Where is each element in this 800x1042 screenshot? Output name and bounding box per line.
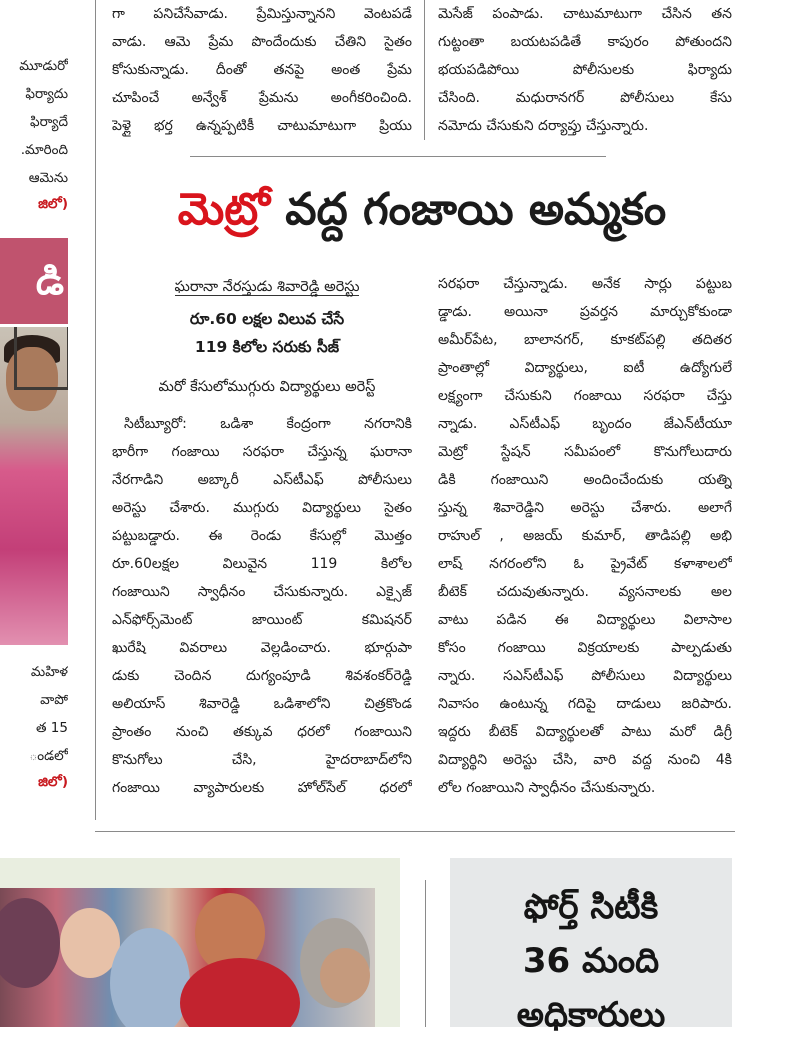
top-story-column-2 [438,0,732,140]
text-line: లాష్ నగరంలోని ఓ ప్రైవేట్ కళాశాలలో [438,556,732,572]
subhead-value: రూ.60 లక్షల విలువ చేసే [189,310,345,328]
text-line: బీటెక్ చదువుతున్నారు. వ్యసనాలకు అల [438,584,732,600]
text-line: వాడు. ఆమె ప్రేమ పొందేందుకు చేతిని సైతం [112,34,412,50]
text-line: విద్యార్థిని అరెస్టు చేసి, వారి వద్ద నుంచి 4కి [438,752,732,768]
left-text-line: త 15 [36,720,68,736]
text-line: ఇద్దరు బీటెక్ విద్యార్థులతో పాటు మరో డిగ్రీ [438,724,732,740]
left-text-line: మహిళ [30,664,68,680]
bottom-column-divider [425,880,426,1027]
text-line: డ్డాడు. అయినా ప్రవర్తన మార్చుకోకుండా [438,304,732,320]
text-line: వాటు పడిన ఈ విద్యార్థులు విలాసాల [438,612,732,628]
section-bottom-rule [95,831,735,832]
text-line: పట్టుబడ్డారు. ఈ రెండు కేసుల్లో మొత్తం [112,528,412,544]
story-separator-rule [190,156,606,157]
crowd-photo [0,888,375,1027]
headline [112,180,732,240]
text-line: గంజాయిని స్వాధీనం చేసుకున్నారు. ఎక్సైజ్ [112,584,412,600]
text-line: మెసేజ్ పంపాడు. చాటుమాటుగా చేసిన తన [438,6,732,22]
text-line: లక్ష్యంగా చేసుకుని గంజాయి సరఫరా చేస్తు [438,388,732,404]
left-text-line: ఫిర్యాదే [30,114,68,130]
text-line: పెళ్లై భర్త ఉన్నప్పటికీ చాటుమాటుగా ప్రియు [112,118,412,134]
text-line: సిటీబ్యూరో: ఒడిశా కేంద్రంగా నగరానికి [124,416,412,432]
column-divider-left [95,0,96,820]
subhead-arrest [112,274,422,300]
text-line: భారీగా గంజాయి సరఫరా చేస్తున్న ఘరానా [112,444,412,460]
top-story-column-1 [112,0,412,140]
text-line: స్తున్న శివారెడ్డిని అరెస్టు చేశారు. అలాగే [438,500,732,516]
text-line: చేసింది. మధురానగర్ పోలీసులు కేసు [438,90,732,106]
text-line: అలియాస్ శివారెడ్డి ఒడిశాలోని చిత్రకొండ [112,696,412,712]
box-title-line-1: ఫోర్త్ సిటీకి [523,887,659,927]
text-line: కోసుకున్నాడు. దీంతో తనపై అంత ప్రేమ [112,62,412,78]
subhead-seizure: 119 కిలోల సరుకు సీజ్ [194,338,340,356]
text-line: కోసం గంజాయి విక్రయాలకు పాల్పడుతు [438,640,732,656]
left-text-line: వాపో [40,692,68,708]
text-line: ఖురేషి వివరాలు వెల్లడించారు. భూర్గుపా [112,640,412,656]
left-photo [0,327,68,645]
text-line: న్నారు. సఎస్‌టీఎఫ్ పోలీసులు విద్యార్థులు [438,668,732,684]
body-column-2 [438,270,732,802]
headline-red-part: మెట్రో [177,184,270,235]
text-line: అమీర్‌పేట, బాలానగర్, కూకట్‌పల్లి తదితర [438,332,732,348]
text-line: గా పనిచేసేవాడు. ప్రేమిస్తున్నానని వెంటపడే [112,6,412,22]
text-line: ఎన్‌ఫోర్స్‌మెంట్ జాయింట్ కమిషనర్ [112,612,412,628]
text-line: మెట్రో స్టేషన్ సమీపంలో కొనుగోలుదారు [438,444,732,460]
text-line: రాహుల్ , అజయ్ కుమార్, తాడిపల్లి అభి [438,528,732,544]
text-line: డుకు చెందిన దుగ్యంపూడి శివశంకర్‌రెడ్డి [112,668,412,684]
box-title-line-3: అధికారులు [516,995,666,1035]
text-line: నేరగాడిని అబ్కారీ ఎస్‌టీఎఫ్ పోలీసులు [112,472,412,488]
left-lower-credit: జిలో) [38,774,68,790]
left-section-tab: డి [0,238,68,324]
text-line: ప్రాంతం నుంచి తక్కువ ధరలో గంజాయిని [112,724,412,740]
text-line: న్నాడు. ఎస్‌టీఎఫ్ బృందం జేఎన్‌టీయూ [438,416,732,432]
left-text-line: ండలో [29,748,68,764]
text-line: చూపించే అన్వేశ్ ప్రేమను అంగీకరించింది. [112,90,412,106]
left-credit: జిలో) [38,196,68,212]
left-text-line: ఫిర్యాదు [25,86,68,102]
text-line: గుట్టంతా బయటపడితే కాపురం పోతుందని [438,34,732,50]
text-line: డికి గంజాయిని అందించేందుకు యత్ని [438,472,732,488]
text-line: కొనుగోలు చేసి, హైదరాబాద్‌లోని [112,752,412,768]
text-line: భయపడిపోయి పోలీసులకు ఫిర్యాదు [438,62,732,78]
subhead-arrest-text: ఘరానా నేరస్తుడు శివారెడ్డి అరెస్టు [174,279,360,295]
body-column-1 [112,410,412,802]
box-title-line-2: 36 మంది [522,941,660,981]
sidebar-news-box [450,858,732,1035]
headline-rest: వద్ద గంజాయి అమ్మకం [269,184,667,235]
left-column-text [0,52,68,192]
subhead-students: మరో కేసులోముగ్గురు విద్యార్థులు అరెస్ట్ [158,379,376,395]
text-line: ప్రాంతాల్లో విద్యార్థులు, ఐటీ ఉద్యోగులే [438,360,732,376]
text-line: అరెస్టు చేశారు. ముగ్గురు విద్యార్థులు సైతం [112,500,412,516]
text-line: రూ.60లక్షల విలువైన 119 కిలోల [112,556,412,572]
left-text-line: మారింది. [20,142,68,158]
left-text-line: మూడురో [19,58,68,74]
column-divider-mid-top [424,0,425,140]
left-column-lower-text [0,658,68,770]
text-line: లోల గంజాయిని స్వాధీనం చేసుకున్నారు. [438,780,656,796]
text-line: సరఫరా చేస్తున్నాడు. అనేక సార్లు పట్టుబ [438,276,732,292]
text-line: గంజాయి వ్యాపారులకు హోల్‌సేల్ ధరలో [112,780,412,796]
text-line: నివాసం ఉంటున్న గదిపై దాడులు జరిపారు. [438,696,732,712]
left-text-line: ఆమెను [28,170,68,186]
text-line: నమోదు చేసుకుని దర్యాప్తు చేస్తున్నారు. [438,118,649,134]
